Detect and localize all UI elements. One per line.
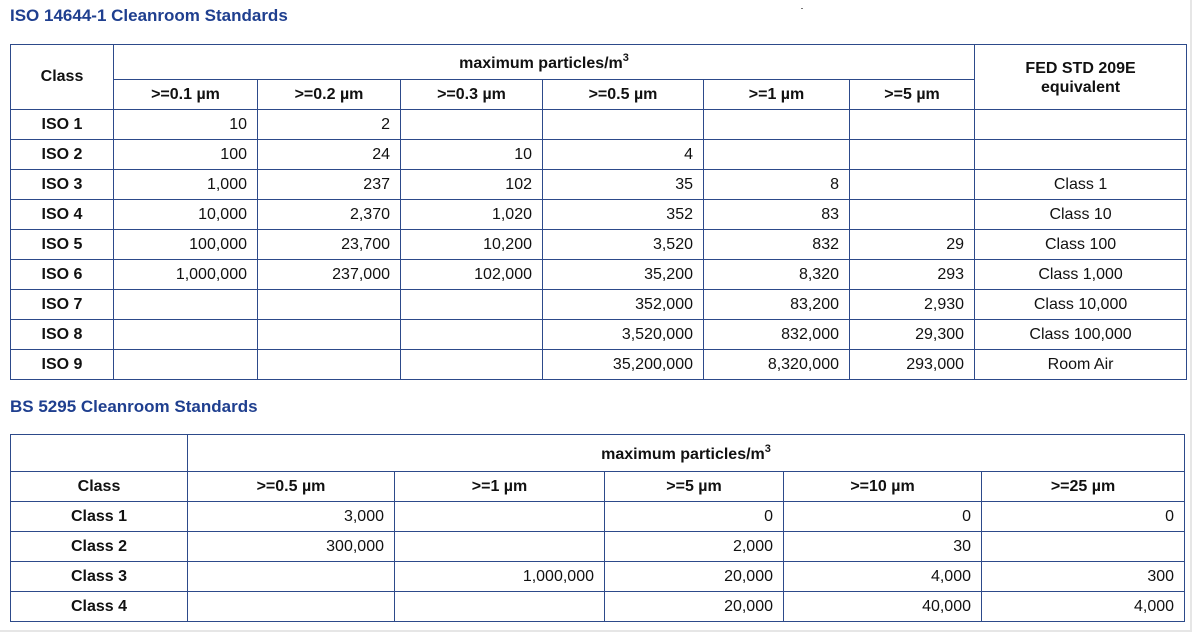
iso-class-cell: ISO 5 [11, 230, 114, 260]
iso-value-cell [258, 350, 401, 380]
iso-class-cell: ISO 2 [11, 140, 114, 170]
bs-standards-table [10, 434, 1185, 622]
iso-size-header: >=1 µm [704, 80, 850, 110]
bs-group-header-text: maximum particles/m [601, 445, 765, 463]
bs-value-cell: 3,000 [188, 502, 395, 532]
bs-value-cell: 4,000 [784, 562, 982, 592]
bs-group-header [188, 435, 1185, 472]
iso-value-cell [258, 320, 401, 350]
bs-section-title: BS 5295 Cleanroom Standards [10, 397, 258, 416]
bs-value-cell [395, 592, 605, 622]
iso-fed-cell: Class 100,000 [975, 320, 1187, 350]
iso-value-cell: 8 [704, 170, 850, 200]
iso-fed-cell: Class 1 [975, 170, 1187, 200]
bs-value-cell [395, 502, 605, 532]
iso-fed-cell: Class 1,000 [975, 260, 1187, 290]
iso-value-cell [401, 350, 543, 380]
table-row [11, 260, 1187, 290]
iso-value-cell: 8,320 [704, 260, 850, 290]
iso-fed-header-line1: FED STD 209E [1025, 60, 1136, 77]
table-row [11, 230, 1187, 260]
iso-value-cell: 10,200 [401, 230, 543, 260]
iso-value-cell: 832,000 [704, 320, 850, 350]
iso-value-cell: 83 [704, 200, 850, 230]
table-row [11, 562, 1185, 592]
iso-size-header: >=0.5 µm [543, 80, 704, 110]
bs-value-cell: 4,000 [982, 592, 1185, 622]
iso-value-cell: 102 [401, 170, 543, 200]
table-row [11, 200, 1187, 230]
iso-fed-cell [975, 140, 1187, 170]
iso-value-cell [401, 290, 543, 320]
bs-value-cell: 0 [982, 502, 1185, 532]
bs-class-cell: Class 1 [11, 502, 188, 532]
iso-value-cell: 237,000 [258, 260, 401, 290]
bs-value-cell [188, 592, 395, 622]
iso-value-cell: 2,370 [258, 200, 401, 230]
iso-value-cell: 83,200 [704, 290, 850, 320]
iso-value-cell [401, 320, 543, 350]
iso-value-cell: 10,000 [114, 200, 258, 230]
iso-value-cell: 10 [401, 140, 543, 170]
bs-value-cell: 20,000 [605, 562, 784, 592]
bs-value-cell [982, 532, 1185, 562]
iso-value-cell: 293,000 [850, 350, 975, 380]
bs-value-cell: 40,000 [784, 592, 982, 622]
iso-value-cell: 35,200 [543, 260, 704, 290]
bs-value-cell: 300,000 [188, 532, 395, 562]
iso-fed-cell: Class 10 [975, 200, 1187, 230]
iso-value-cell: 352 [543, 200, 704, 230]
iso-standards-table [10, 44, 1187, 380]
bs-value-cell: 2,000 [605, 532, 784, 562]
bs-header-row-1 [11, 435, 1185, 472]
bs-size-header: >=0.5 µm [188, 472, 395, 502]
table-row [11, 350, 1187, 380]
bs-value-cell [395, 532, 605, 562]
iso-section-title: ISO 14644-1 Cleanroom Standards [10, 6, 288, 25]
iso-value-cell: 24 [258, 140, 401, 170]
table-row [11, 140, 1187, 170]
iso-fed-header [975, 45, 1187, 110]
iso-value-cell: 2,930 [850, 290, 975, 320]
iso-class-cell: ISO 3 [11, 170, 114, 200]
bs-size-header: >=10 µm [784, 472, 982, 502]
table-row [11, 290, 1187, 320]
iso-value-cell: 4 [543, 140, 704, 170]
bs-class-cell: Class 4 [11, 592, 188, 622]
iso-class-cell: ISO 6 [11, 260, 114, 290]
iso-table-body [11, 110, 1187, 380]
bs-value-cell: 20,000 [605, 592, 784, 622]
iso-value-cell: 3,520 [543, 230, 704, 260]
table-row [11, 170, 1187, 200]
iso-value-cell: 102,000 [401, 260, 543, 290]
iso-value-cell [850, 200, 975, 230]
iso-value-cell: 100,000 [114, 230, 258, 260]
table-row [11, 502, 1185, 532]
iso-value-cell: 1,000,000 [114, 260, 258, 290]
iso-value-cell: 1,000 [114, 170, 258, 200]
iso-value-cell: 3,520,000 [543, 320, 704, 350]
iso-value-cell: 832 [704, 230, 850, 260]
bs-class-cell: Class 3 [11, 562, 188, 592]
iso-class-header: Class [11, 45, 114, 110]
iso-value-cell: 35 [543, 170, 704, 200]
iso-class-cell: ISO 9 [11, 350, 114, 380]
iso-size-header: >=5 µm [850, 80, 975, 110]
iso-class-cell: ISO 4 [11, 200, 114, 230]
bs-empty-corner [11, 435, 188, 472]
iso-value-cell [114, 350, 258, 380]
bs-value-cell: 0 [784, 502, 982, 532]
iso-value-cell: 293 [850, 260, 975, 290]
iso-value-cell: 237 [258, 170, 401, 200]
iso-value-cell: 10 [114, 110, 258, 140]
iso-value-cell [543, 110, 704, 140]
bs-class-cell: Class 2 [11, 532, 188, 562]
iso-fed-header-line2: equivalent [1040, 79, 1121, 96]
iso-group-header [114, 45, 975, 80]
iso-value-cell [850, 170, 975, 200]
stray-mark [801, 8, 803, 9]
iso-value-cell: 8,320,000 [704, 350, 850, 380]
iso-value-cell: 23,700 [258, 230, 401, 260]
bs-class-header: Class [11, 472, 188, 502]
iso-value-cell: 29,300 [850, 320, 975, 350]
iso-value-cell: 35,200,000 [543, 350, 704, 380]
iso-value-cell: 100 [114, 140, 258, 170]
bs-value-cell: 300 [982, 562, 1185, 592]
iso-value-cell: 352,000 [543, 290, 704, 320]
bs-group-header-sup: 3 [764, 442, 771, 455]
iso-value-cell [850, 140, 975, 170]
iso-header-row-1 [11, 45, 1187, 80]
table-row [11, 320, 1187, 350]
iso-class-cell: ISO 1 [11, 110, 114, 140]
iso-value-cell [401, 110, 543, 140]
iso-fed-cell [975, 110, 1187, 140]
iso-size-header: >=0.2 µm [258, 80, 401, 110]
iso-value-cell [704, 140, 850, 170]
iso-value-cell: 2 [258, 110, 401, 140]
bs-value-cell: 30 [784, 532, 982, 562]
iso-group-header-sup: 3 [622, 51, 629, 64]
iso-value-cell [704, 110, 850, 140]
bs-size-header: >=1 µm [395, 472, 605, 502]
iso-value-cell [114, 320, 258, 350]
table-row [11, 532, 1185, 562]
bs-value-cell: 0 [605, 502, 784, 532]
bs-size-header: >=5 µm [605, 472, 784, 502]
iso-value-cell [114, 290, 258, 320]
table-row [11, 110, 1187, 140]
bs-header-row-2 [11, 472, 1185, 502]
iso-group-header-text: maximum particles/m [459, 54, 623, 72]
iso-value-cell: 1,020 [401, 200, 543, 230]
iso-value-cell [258, 290, 401, 320]
iso-fed-cell: Class 100 [975, 230, 1187, 260]
iso-fed-cell: Class 10,000 [975, 290, 1187, 320]
iso-size-header: >=0.3 µm [401, 80, 543, 110]
iso-value-cell: 29 [850, 230, 975, 260]
iso-class-cell: ISO 7 [11, 290, 114, 320]
bs-value-cell: 1,000,000 [395, 562, 605, 592]
bs-size-header: >=25 µm [982, 472, 1185, 502]
iso-class-cell: ISO 8 [11, 320, 114, 350]
bs-table-body [11, 502, 1185, 622]
iso-size-header: >=0.1 µm [114, 80, 258, 110]
table-row [11, 592, 1185, 622]
iso-fed-cell: Room Air [975, 350, 1187, 380]
iso-value-cell [850, 110, 975, 140]
bs-value-cell [188, 562, 395, 592]
